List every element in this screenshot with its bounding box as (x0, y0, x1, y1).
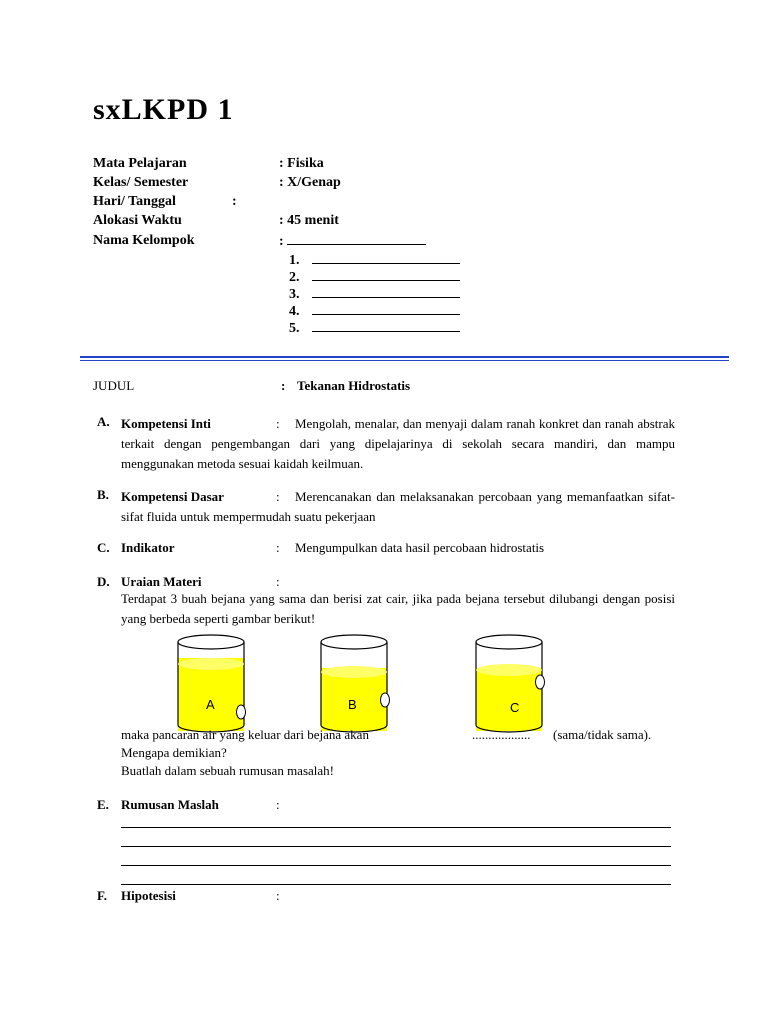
member-number: 2. (289, 270, 300, 285)
section-c-text: Mengumpulkan data hasil percobaan hidrostatis (295, 540, 545, 555)
section-e-letter: E. (97, 797, 109, 812)
section-f-colon: : (276, 888, 280, 903)
member-row (289, 286, 460, 303)
beaker-a-label: A (206, 697, 215, 712)
member-number: 4. (289, 304, 300, 319)
answer-line[interactable] (121, 846, 671, 847)
question-instruction: Buatlah dalam sebuah rumusan masalah! (121, 763, 334, 778)
member-number: 3. (289, 287, 300, 302)
section-e-colon: : (276, 797, 280, 812)
judul-label: JUDUL (93, 378, 135, 393)
day-value: : (232, 194, 237, 209)
day-label: Hari/ Tanggal (93, 194, 176, 209)
section-e-label: Rumusan Maslah (121, 797, 219, 812)
member-row (289, 303, 460, 320)
beaker-b-label: B (348, 697, 357, 712)
section-a (121, 414, 675, 474)
beaker-c-label: C (510, 700, 520, 715)
class-value: : X/Genap (279, 175, 341, 190)
section-d-letter: D. (97, 574, 110, 589)
section-c-letter: C. (97, 540, 110, 555)
member-blank[interactable] (312, 286, 460, 298)
member-blank[interactable] (312, 252, 460, 264)
section-a-text: Mengolah, menalar, dan menyaji dalam ranah konkret dan ranah abstrak terkait dengan pengembangan dari yang dipelajarinya di sekolah secara mandiri, dan mampu menggunakan metoda sesuai kaidah keilmuan. (121, 416, 675, 471)
group-colon: : (279, 234, 284, 249)
separator-line-thin (80, 360, 729, 361)
member-row (289, 252, 460, 269)
group-name-blank[interactable] (287, 233, 426, 245)
member-number: 1. (289, 253, 300, 268)
subject-value: : Fisika (279, 156, 324, 171)
answer-dots[interactable]: .................. (472, 727, 531, 742)
question-why: Mengapa demikian? (121, 745, 227, 760)
section-a-letter: A. (97, 414, 110, 429)
section-f-letter: F. (97, 888, 107, 903)
section-d-label: Uraian Materi (121, 574, 202, 589)
section-a-label: Kompetensi Inti (121, 416, 211, 431)
section-c-colon: : (276, 540, 280, 555)
section-b-text: Merencanakan dan melaksanakan percobaan yang memanfaatkan sifat-sifat fluida untuk mempermudah suatu pekerjaan (121, 489, 675, 524)
section-f-label: Hipotesisi (121, 888, 176, 903)
section-d-intro: Terdapat 3 buah bejana yang sama dan berisi zat cair, jika pada bejana tersebut dilubangi dengan posisi yang berbeda seperti gambar berikut! (121, 591, 675, 626)
class-label: Kelas/ Semester (93, 175, 189, 190)
member-blank[interactable] (312, 269, 460, 281)
section-a-colon: : (276, 416, 280, 431)
section-c-label: Indikator (121, 540, 175, 555)
beaker-b (321, 635, 390, 732)
document-title: sxLKPD 1 (93, 93, 234, 126)
beakers-figure (160, 628, 560, 736)
section-b-colon: : (276, 489, 280, 504)
member-blank[interactable] (312, 320, 460, 332)
section-a-paragraph (121, 414, 675, 474)
member-row (289, 269, 460, 286)
section-b-label: Kompetensi Dasar (121, 489, 224, 504)
member-number: 5. (289, 321, 300, 336)
group-value (279, 233, 426, 250)
question-text-end: (sama/tidak sama). (553, 727, 652, 742)
member-row (289, 320, 460, 337)
judul-value: Tekanan Hidrostatis (297, 378, 411, 393)
judul-colon: : (281, 378, 286, 393)
beaker-c (476, 635, 545, 732)
group-label: Nama Kelompok (93, 233, 195, 248)
answer-line[interactable] (121, 865, 671, 866)
time-value: : 45 menit (279, 213, 339, 228)
answer-line[interactable] (121, 884, 671, 885)
section-b-paragraph (121, 487, 675, 527)
subject-label: Mata Pelajaran (93, 156, 187, 171)
section-b-letter: B. (97, 487, 109, 502)
time-label: Alokasi Waktu (93, 213, 182, 228)
section-b (121, 487, 675, 527)
beaker-a (178, 635, 246, 732)
section-d-colon: : (276, 574, 280, 589)
separator-line-thick (80, 356, 729, 358)
member-blank[interactable] (312, 303, 460, 315)
answer-line[interactable] (121, 827, 671, 828)
question-text-start: maka pancaran air yang keluar dari bejana akan (121, 727, 369, 742)
